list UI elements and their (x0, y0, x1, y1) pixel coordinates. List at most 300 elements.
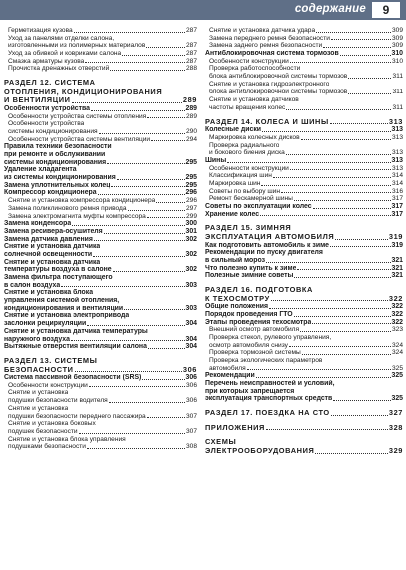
toc-page-number: 321 (391, 272, 403, 280)
toc-entry-title: Маркировка колесных дисков (209, 133, 300, 141)
toc-entry[interactable] (4, 374, 197, 382)
toc-entry[interactable] (205, 96, 403, 104)
toc-entry-title: РАЗДЕЛ 16. ПОДГОТОВКА (205, 286, 313, 295)
toc-entry[interactable] (205, 311, 403, 319)
toc-page-number: 304 (185, 320, 197, 328)
toc-entry-title: Особенности устройства системы отопления (8, 112, 147, 120)
toc-section-heading[interactable] (205, 233, 403, 242)
toc-entry[interactable] (4, 328, 197, 336)
toc-entry-title: Замена ресивера-осушителя (4, 227, 103, 235)
toc-right-column (205, 27, 403, 456)
toc-entry[interactable] (205, 126, 403, 134)
toc-entry[interactable] (4, 420, 197, 428)
toc-entry-title: Снятие и установка (8, 389, 69, 397)
toc-section-heading[interactable] (205, 409, 403, 418)
toc-entry[interactable] (205, 188, 403, 196)
toc-entry[interactable] (4, 312, 197, 320)
toc-page-number: 313 (391, 126, 403, 134)
toc-entry-title: Особенности устройства (8, 120, 85, 128)
toc-entry-title: заслонки рециркуляции (4, 320, 87, 328)
toc-entry[interactable] (4, 27, 197, 35)
toc-entry[interactable] (205, 349, 403, 357)
toc-entry-title: Прочистка дренажных отверстий (8, 65, 110, 73)
toc-entry[interactable] (4, 213, 197, 221)
toc-entry-title: Замена датчика давления (4, 235, 93, 243)
toc-entry[interactable] (205, 165, 403, 173)
toc-entry[interactable] (4, 428, 197, 436)
toc-section-heading[interactable] (205, 295, 403, 304)
toc-entry[interactable] (205, 395, 403, 403)
dot-leader (99, 133, 185, 134)
toc-section-heading[interactable] (4, 79, 197, 88)
toc-page-number: 329 (388, 446, 403, 455)
toc-entry-title: Замена конденсора (4, 220, 72, 228)
dot-leader (261, 185, 391, 186)
dot-leader (74, 32, 185, 33)
toc-entry[interactable] (4, 128, 197, 136)
dot-leader (315, 453, 387, 454)
dot-leader (104, 233, 185, 234)
toc-entry[interactable] (205, 303, 403, 311)
dot-leader (330, 123, 388, 124)
toc-entry-title: Замена электромагнита муфты компрессора (8, 212, 146, 220)
toc-entry-title: подушками безопасности (8, 443, 86, 451)
toc-entry-title: Как подготовить автомобиль к зиме (205, 241, 330, 249)
toc-section-heading[interactable] (4, 88, 197, 97)
dot-leader (71, 340, 185, 341)
toc-entry[interactable] (4, 58, 197, 66)
toc-entry-title: в сильный мороз (205, 256, 265, 264)
toc-page-number: 311 (392, 88, 403, 96)
toc-page-number: 287 (185, 27, 197, 34)
toc-entry[interactable] (205, 319, 403, 327)
dot-leader (281, 192, 391, 193)
dot-leader (256, 377, 391, 378)
toc-entry[interactable] (4, 220, 197, 228)
toc-page-number: 321 (391, 256, 403, 264)
toc-entry-title: РАЗДЕЛ 15. ЗИМНЯЯ (205, 224, 292, 233)
toc-entry-title: Снятие и установка электропривода (4, 312, 130, 320)
dot-leader (294, 316, 391, 317)
toc-page-number: 306 (185, 397, 197, 405)
dot-leader (128, 210, 185, 211)
toc-entry-title: изготовленными из полимерных материалов (8, 42, 146, 50)
toc-entry[interactable] (205, 357, 403, 365)
dot-leader (93, 256, 184, 257)
toc-entry-title: Уход за панелями отделки салона, (8, 34, 115, 42)
toc-entry-title: Полезные зимние советы (205, 272, 294, 280)
dot-leader (113, 271, 185, 272)
toc-entry[interactable] (4, 143, 197, 151)
dot-leader (260, 215, 390, 216)
toc-entry[interactable] (4, 228, 197, 236)
toc-entry-title: Снятие и установка боковых (8, 420, 96, 428)
toc-entry-title: И ВЕНТИЛЯЦИИ (4, 96, 71, 105)
toc-entry[interactable] (205, 180, 403, 188)
dot-leader (300, 331, 391, 332)
toc-entry[interactable] (4, 35, 197, 43)
toc-page-number: 310 (391, 57, 403, 65)
toc-entry[interactable] (4, 343, 197, 351)
toc-entry-title: кондиционирования и вентиляции (4, 304, 124, 312)
toc-entry-title: подушки безопасности водителя (8, 397, 108, 405)
dot-leader (142, 379, 184, 380)
toc-entry[interactable] (205, 380, 403, 388)
toc-page-number: 290 (185, 127, 197, 135)
toc-page-number: 313 (391, 156, 403, 164)
toc-section-heading[interactable] (4, 366, 197, 375)
toc-entry-title: ЭКСПЛУАТАЦИЯ АВТОМОБИЛЯ (205, 233, 335, 241)
toc-entry-title: при ремонте и обслуживании (4, 151, 106, 159)
toc-entry-title: Герметизация кузова (8, 27, 73, 34)
dot-leader (262, 131, 390, 132)
toc-page-number: 313 (391, 164, 403, 172)
toc-entry-title: подушек безопасности (8, 427, 78, 435)
toc-page-number: 313 (391, 133, 403, 141)
dot-leader (301, 139, 391, 140)
toc-entry[interactable] (205, 203, 403, 211)
toc-entry[interactable] (4, 42, 197, 50)
toc-entry-title: Снятие и установка датчика температуры (4, 327, 148, 335)
page-header (0, 0, 406, 20)
dot-leader (151, 140, 185, 141)
page-number: 9 (372, 2, 400, 18)
toc-entry[interactable] (205, 27, 403, 35)
toc-entry-title: Рекомендации (205, 372, 255, 380)
toc-entry[interactable] (4, 136, 197, 144)
dot-leader (111, 186, 184, 187)
toc-entry-title: автомобиля (209, 364, 246, 372)
toc-entry[interactable] (205, 134, 403, 142)
dot-leader (110, 70, 185, 71)
toc-entry[interactable] (205, 157, 403, 165)
toc-entry-title: Замена поликлинового ремня привода (8, 204, 127, 212)
toc-entry[interactable] (4, 336, 197, 344)
toc-page-number: 308 (185, 443, 197, 451)
toc-entry[interactable] (205, 211, 403, 219)
toc-entry[interactable] (205, 365, 403, 373)
toc-page-number: 317 (391, 195, 403, 203)
toc-entry[interactable] (4, 274, 197, 282)
toc-entry[interactable] (205, 257, 403, 265)
toc-entry-title: системы кондиционирования (4, 158, 107, 166)
toc-entry[interactable] (4, 251, 197, 259)
toc-page-number: 325 (391, 372, 403, 380)
toc-page-number: 289 (185, 112, 197, 120)
dot-leader (72, 225, 184, 226)
toc-entry[interactable] (4, 197, 197, 205)
toc-entry-title: Замена уплотнительных колец (4, 181, 111, 189)
toc-entry[interactable] (4, 443, 197, 451)
toc-entry[interactable] (4, 305, 197, 313)
dot-leader (87, 325, 184, 326)
dot-leader (289, 346, 391, 347)
dot-leader (109, 402, 185, 403)
toc-page-number: 309 (391, 42, 403, 50)
toc-entry[interactable] (205, 81, 403, 89)
toc-entry[interactable] (4, 282, 197, 290)
toc-entry-title: Особенности устройства (4, 104, 90, 112)
toc-entry-title: Особенности конструкции (209, 164, 289, 172)
toc-page-number: 316 (391, 187, 403, 195)
toc-entry-title: управления системой отопления, (4, 297, 120, 305)
section-title: содержание (294, 3, 366, 15)
toc-page-number: 309 (391, 27, 403, 34)
dot-leader (302, 354, 391, 355)
toc-entry-title: Что полезно купить к зиме (205, 264, 297, 272)
toc-entry[interactable] (205, 65, 403, 73)
toc-page-number: 311 (392, 73, 403, 81)
dot-leader (147, 117, 185, 118)
toc-entry-title: Этапы проведения техосмотра (205, 318, 312, 326)
toc-entry[interactable] (4, 436, 197, 444)
toc-section-heading[interactable] (4, 357, 197, 366)
toc-entry-title: Ремонт бескамерной шины (209, 195, 293, 203)
toc-page-number: 287 (185, 50, 197, 58)
toc-page-number: 324 (391, 349, 403, 357)
toc-page-number: 287 (185, 57, 197, 65)
toc-entry[interactable] (4, 397, 197, 405)
toc-entry-title: Снятие и установка (8, 404, 69, 412)
toc-entry-title: осмотр автомобиля снизу (209, 341, 288, 349)
toc-page-number: 306 (185, 374, 197, 382)
toc-entry[interactable] (4, 174, 197, 182)
toc-entry-title: Замена переднего ремня безопасности (209, 34, 330, 42)
toc-entry[interactable] (4, 166, 197, 174)
toc-page-number: 322 (391, 303, 403, 311)
toc-entry-title: Рекомендации по пуску двигателя (205, 249, 323, 257)
toc-entry[interactable] (205, 265, 403, 273)
dot-leader (348, 78, 391, 79)
toc-entry-title: РАЗДЕЛ 12. СИСТЕМА (4, 79, 96, 88)
toc-entry[interactable] (205, 73, 403, 81)
toc-entry[interactable] (4, 159, 197, 167)
toc-page-number: 288 (185, 65, 197, 73)
dot-leader (271, 300, 388, 301)
toc-entry[interactable] (205, 58, 403, 66)
toc-entry-title: системы кондиционирования (8, 127, 98, 135)
toc-page-number: 319 (388, 233, 403, 241)
dot-leader (85, 62, 185, 63)
toc-entry[interactable] (4, 259, 197, 267)
toc-entry[interactable] (205, 249, 403, 257)
toc-entry[interactable] (4, 205, 197, 213)
dot-leader (316, 32, 391, 33)
toc-page-number: 314 (391, 172, 403, 180)
dot-leader (147, 417, 185, 418)
toc-entry-title: ПРИЛОЖЕНИЯ (205, 423, 265, 432)
toc-entry[interactable] (205, 142, 403, 150)
toc-entry-title: Порядок проведения ГТО (205, 310, 293, 318)
toc-entry[interactable] (4, 289, 197, 297)
toc-page-number: 306 (182, 365, 197, 374)
toc-page-number: 297 (185, 204, 197, 212)
toc-entry-title: Снятие и установка датчика удара (209, 27, 316, 34)
toc-page-number: 300 (185, 220, 197, 228)
toc-section-heading[interactable] (205, 224, 403, 233)
toc-entry-title: Шины (205, 156, 227, 164)
toc-entry-title: Проверка экологических параметров (209, 357, 323, 365)
toc-page-number: 313 (388, 117, 403, 126)
dot-leader (313, 208, 391, 209)
toc-entry-title: СХЕМЫ (205, 438, 237, 447)
toc-page-number: 302 (185, 235, 197, 243)
toc-entry-title: и бокового биения диска (209, 149, 285, 157)
toc-entry[interactable] (4, 65, 197, 73)
toc-entry-title: Замена фильтра поступающего (4, 274, 113, 282)
dot-leader (107, 163, 184, 164)
toc-page-number: 304 (185, 335, 197, 343)
toc-entry[interactable] (4, 389, 197, 397)
toc-entry[interactable] (205, 35, 403, 43)
toc-page-number: 304 (185, 343, 197, 351)
toc-entry[interactable] (205, 172, 403, 180)
toc-entry-title: Система пассивной безопасности (SRS) (4, 374, 142, 382)
toc-entry[interactable] (205, 50, 403, 58)
dot-leader (312, 323, 390, 324)
toc-section-heading[interactable] (205, 286, 403, 295)
dot-leader (340, 55, 391, 56)
dot-leader (323, 47, 391, 48)
toc-entry[interactable] (4, 405, 197, 413)
toc-entry[interactable] (4, 413, 197, 421)
toc-entry-title: Советы по эксплуатации колес (205, 203, 312, 211)
toc-entry-title: Проверка тормозной системы (209, 349, 301, 357)
toc-entry-title: подушки безопасности переднего пассажира (8, 412, 146, 420)
toc-entry[interactable] (205, 242, 403, 250)
toc-section-heading[interactable] (205, 424, 403, 433)
toc-entry[interactable] (205, 149, 403, 157)
dot-leader (79, 433, 185, 434)
toc-page-number: 296 (185, 189, 197, 197)
dot-leader (94, 240, 185, 241)
toc-section-heading[interactable] (205, 438, 403, 447)
toc-entry[interactable] (4, 151, 197, 159)
toc-section-heading[interactable] (205, 447, 403, 456)
dot-leader (117, 179, 185, 180)
toc-entry[interactable] (4, 243, 197, 251)
toc-entry-title: Хранение колес (205, 210, 260, 218)
toc-entry[interactable] (4, 189, 197, 197)
toc-entry[interactable] (4, 113, 197, 121)
toc-entry[interactable] (205, 42, 403, 50)
dot-leader (72, 102, 182, 103)
toc-entry-title: Советы по выбору шин (209, 187, 280, 195)
toc-section-heading[interactable] (205, 118, 403, 127)
toc-entry-title: БЕЗОПАСНОСТИ (4, 365, 74, 374)
toc-page-number: 295 (185, 174, 197, 182)
dot-leader (146, 47, 185, 48)
toc-entry-title: Проверка радиального (209, 141, 280, 149)
toc-entry[interactable] (205, 195, 403, 203)
toc-page-number: 296 (185, 197, 197, 205)
toc-entry[interactable] (4, 297, 197, 305)
toc-entry-title: Классификация шин (209, 172, 272, 180)
toc-page-number: 321 (391, 264, 403, 272)
toc-entry[interactable] (205, 342, 403, 350)
toc-entry-title: Снятие и установка блока управления (8, 435, 126, 443)
toc-entry[interactable] (205, 272, 403, 280)
toc-entry-title: Вытяжные отверстия вентиляции салона (4, 343, 147, 351)
toc-entry-title: наружного воздуха (4, 335, 70, 343)
toc-entry[interactable] (205, 388, 403, 396)
toc-entry-title: Антиблокировочная система тормозов (205, 50, 339, 58)
toc-entry-title: К ТЕХОСМОТРУ (205, 294, 270, 303)
toc-entry-title: при которых запрещается (205, 387, 295, 395)
dot-leader (247, 369, 391, 370)
toc-page-number: 328 (388, 423, 403, 432)
toc-entry-title: частоты вращения колес (209, 103, 286, 111)
toc-entry-title: Правила техники безопасности (4, 143, 112, 151)
dot-leader (294, 277, 390, 278)
toc-entry[interactable] (205, 334, 403, 342)
toc-entry[interactable] (205, 372, 403, 380)
toc-entry-title: ЭЛЕКТРООБОРУДОВАНИЯ (205, 446, 315, 455)
dot-leader (87, 448, 185, 449)
toc-entry[interactable] (205, 89, 403, 97)
toc-entry-title: Общие положения (205, 303, 269, 311)
toc-entry[interactable] (4, 120, 197, 128)
toc-page-number: 311 (392, 103, 403, 111)
toc-entry-title: Снятие и установка датчика (4, 243, 101, 251)
toc-page-number: 289 (182, 96, 197, 105)
toc-page-number: 324 (391, 341, 403, 349)
toc-entry[interactable] (4, 266, 197, 274)
toc-page-number: 294 (185, 135, 197, 143)
toc-section-heading[interactable] (4, 96, 197, 105)
toc-entry-title: Удаление хладагента (4, 166, 77, 174)
toc-entry-title: Уход за обивкой и ковриками салона (8, 50, 122, 58)
dot-leader (330, 246, 390, 247)
toc-page-number: 299 (185, 212, 197, 220)
dot-leader (89, 386, 185, 387)
toc-page-number: 302 (185, 250, 197, 258)
dot-leader (124, 309, 184, 310)
toc-entry[interactable] (4, 382, 197, 390)
toc-entry[interactable] (205, 326, 403, 334)
toc-entry-title: Маркировка шин (209, 179, 261, 187)
toc-entry-title: Замена заднего ремня безопасности (209, 42, 323, 50)
toc-entry-title: РАЗДЕЛ 14. КОЛЕСА И ШИНЫ (205, 117, 329, 126)
toc-entry-title: Колесные диски (205, 126, 262, 134)
toc-entry[interactable] (4, 320, 197, 328)
dot-leader (269, 308, 390, 309)
toc-page-number: 327 (388, 409, 403, 418)
dot-leader (297, 269, 390, 270)
toc-entry[interactable] (205, 104, 403, 112)
toc-entry-title: Снятие и установка датчика (4, 258, 101, 266)
toc-page-number: 325 (391, 364, 403, 372)
toc-page-number: 322 (391, 310, 403, 318)
dot-leader (147, 217, 185, 218)
toc-page-number: 295 (185, 181, 197, 189)
toc-entry[interactable] (4, 236, 197, 244)
toc-page-number: 314 (391, 179, 403, 187)
toc-page-number: 301 (185, 227, 197, 235)
toc-page-number: 325 (391, 395, 403, 403)
toc-entry-title: Снятие и установка датчиков (209, 96, 299, 104)
toc-entry[interactable] (4, 50, 197, 58)
dot-leader (266, 429, 388, 430)
toc-entry-title: солнечной освещенности (4, 250, 93, 258)
toc-entry-title: Компрессор кондиционера (4, 189, 97, 197)
dot-leader (286, 154, 391, 155)
toc-entry[interactable] (4, 105, 197, 113)
toc-entry-title: Особенности конструкции (209, 57, 289, 65)
toc-entry[interactable] (4, 182, 197, 190)
toc-entry-title: Особенности конструкции (8, 381, 88, 389)
toc-entry-title: Снятие и установка гидроэлектронного (209, 80, 330, 88)
